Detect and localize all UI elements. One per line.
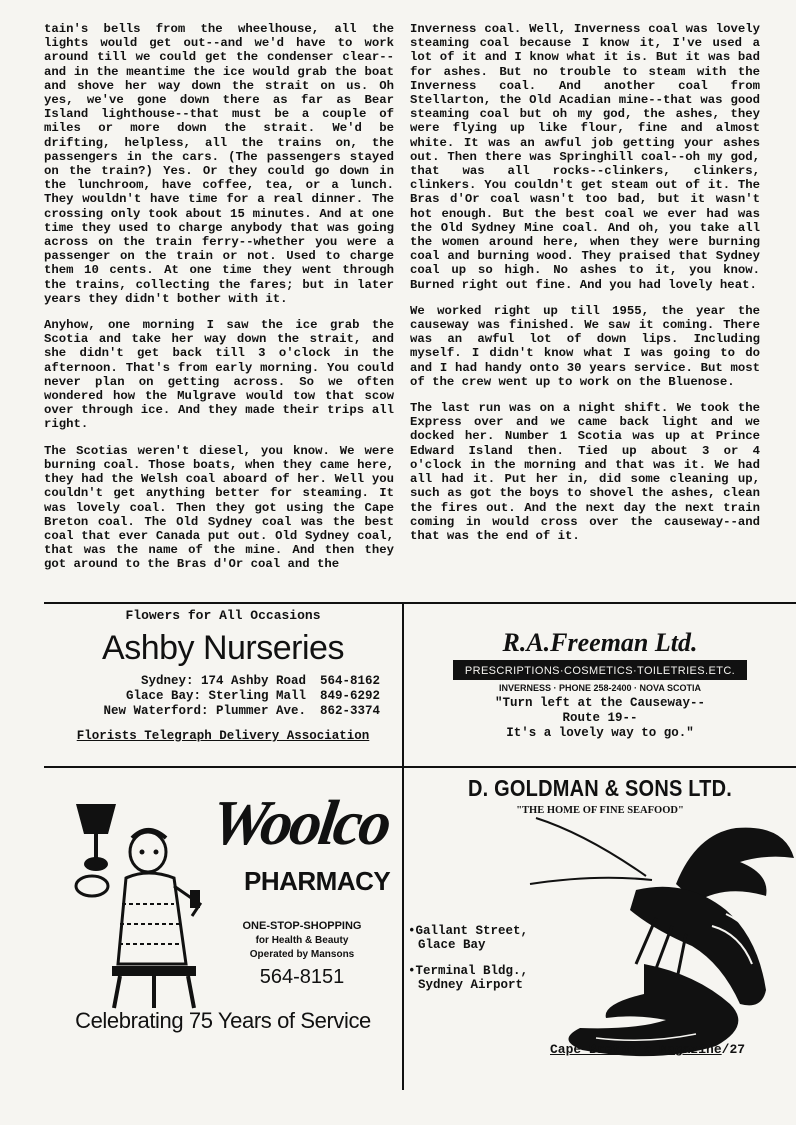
- bullet-icon: •: [408, 964, 416, 978]
- freeman-services: PRESCRIPTIONS·COSMETICS·TOILETRIES.ETC.: [464, 665, 736, 677]
- ashby-tagline: Flowers for All Occasions: [125, 608, 321, 623]
- pharmacist-head: [130, 832, 166, 872]
- woolco-details: [222, 920, 382, 989]
- woolco-line-2: for Health & Beauty: [255, 935, 349, 946]
- pharmacist-illustration: [62, 794, 232, 1014]
- article-paragraph: The last run was on a night shift. We took the Express over and we came back light and we docked her. Number 1 Scotia was up at Prince Edward Island then. Tied up about 3 or 4 o'clock in the morning and that was it. We had all had it. Put her in, did some cleaning up, such as got the boys to shovel the ashes, clean the fires out. And the next day the next train coming in would cross over the causeway--and that was the end of it.: [410, 401, 760, 543]
- article-paragraph: The Scotias weren't diesel, you know. We were burning coal. Those boats, when they came here, they had the Welsh coal aboard of her. Well you couldn't get anything better for steaming. It was lovely coal. Then they got using the Cape Breton coal. The Old Sydney coal was the best coal that ever Canada put out. Old Sydney coal, that was the name of the mine. And then they got around to the Bras d'Or coal and the: [44, 443, 394, 572]
- article-paragraph: Anyhow, one morning I saw the ice grab the Scotia and take her way down the strait, and she didn't get back till 3 o'clock in the afternoon. That's from early morning. You could never plan on getting across. So we often wondered how the Mulgrave would tow that scow over through ice. And they made their trips all right.: [44, 318, 394, 432]
- freeman-ad: [404, 604, 796, 766]
- woolco-department: PHARMACY: [244, 866, 391, 896]
- article-paragraph: Inverness coal. Well, Inverness coal was lovely steaming coal because I know it, I've used a lot of it and I know what it is. But it was bad for ashes. But no trouble to steam with the Inverness coal. And another coal from Stellarton, the Old Acadian mine--that was good steaming coal but oh my god, the ashes, they were flying up like flour, fine and almost white. It was an awful job getting your ashes out. Then there was Springhill coal--oh my god, that was all rocks--clinkers, clinkers, clinkers. You couldn't get steam out of it. The Bras d'Or coal wasn't too bad, but it wasn't hot enough. But the best coal we ever had was the Old Sydney Mine coal. And oh, you take all the women around here, when they were burning coal and burning wood. They praised that Sydney coal up so high. No ashes to it, you know. Burned right out fine. And you had lovely heat.: [410, 22, 760, 292]
- article-paragraph: We worked right up till 1955, the year the causeway was finished. We saw it coming. There was an awful lot of down lips. Including myself. I didn't know what I was going to do and I had handy onto 30 years service. But most of the crew went up to work on the Bluenose.: [410, 303, 760, 389]
- woolco-brand: Woolco: [207, 787, 394, 858]
- lamp-icon: [76, 804, 116, 834]
- goldman-location-1: •Gallant Street, Glace Bay: [408, 924, 529, 952]
- woolco-anniversary: Celebrating 75 Years of Service: [75, 1008, 371, 1033]
- magazine-name: Cape Breton's Magazine: [550, 1042, 722, 1057]
- article-column-left: [44, 22, 394, 584]
- lobster-upper-claw: [676, 828, 794, 902]
- ashby-association: Florists Telegraph Delivery Association: [76, 729, 370, 743]
- woolco-line-3: Operated by Mansons: [249, 949, 355, 960]
- freeman-name: R.A.Freeman Ltd.: [502, 628, 698, 657]
- ashby-location: Glace Bay: Sterling Mall 849-6292: [125, 689, 381, 703]
- article-column-right: [410, 22, 760, 555]
- article-paragraph: tain's bells from the wheelhouse, all the lights would get out--and we'd have to work around till we could get the condenser clear--and in the meantime the ice would grab the boat and shove her way down the strait on us. Oh yes, we've gone down there as far as Bear Island lighthouse--that must be a couple of miles or more down the strait. We'd be drifting, helpless, all the trains on, the passengers in the cars. (The passengers stayed on the train?) Yes. Or they could go down in the lunchroom, have coffee, tea, or a lunch. They wouldn't have time for a real dinner. The crossing only took about 15 minutes. And at one time they used to charge anybody that was going across on the train ferry--whether you were a passenger on the train or not. Used to charge them 10 cents. At one time they went through the trains, collecting the fares; but in later years they didn't bother with it.: [44, 22, 394, 306]
- ashby-location: Sydney: 174 Ashby Road 564-8162: [140, 674, 381, 688]
- woolco-ad: [44, 768, 402, 1088]
- ashby-name: Ashby Nurseries: [102, 629, 344, 667]
- page-number: /27: [721, 1042, 746, 1057]
- goldman-tagline: "THE HOME OF FINE SEAFOOD": [516, 805, 684, 816]
- goldman-ad: [404, 768, 796, 1088]
- ashby-locations: [44, 674, 402, 719]
- woolco-phone: 564-8151: [259, 966, 345, 988]
- ashby-nurseries-ad: [44, 604, 402, 766]
- freeman-address: INVERNESS · PHONE 258-2400 · NOVA SCOTIA: [498, 683, 702, 693]
- freeman-services-banner: [453, 660, 747, 680]
- lobster-illustration: [526, 814, 796, 1064]
- page-footer: [550, 1042, 745, 1057]
- bullet-icon: •: [408, 924, 416, 938]
- woolco-line-1: ONE-STOP-SHOPPING: [242, 920, 362, 932]
- freeman-slogan: "Turn left at the Causeway-- Route 19-- It's a lovely way to go.": [494, 696, 706, 740]
- ashby-location: New Waterford: Plummer Ave. 862-3374: [103, 704, 381, 718]
- goldman-name: D. GOLDMAN & SONS LTD.: [467, 776, 733, 802]
- goldman-location-2: •Terminal Bldg., Sydney Airport: [408, 964, 529, 992]
